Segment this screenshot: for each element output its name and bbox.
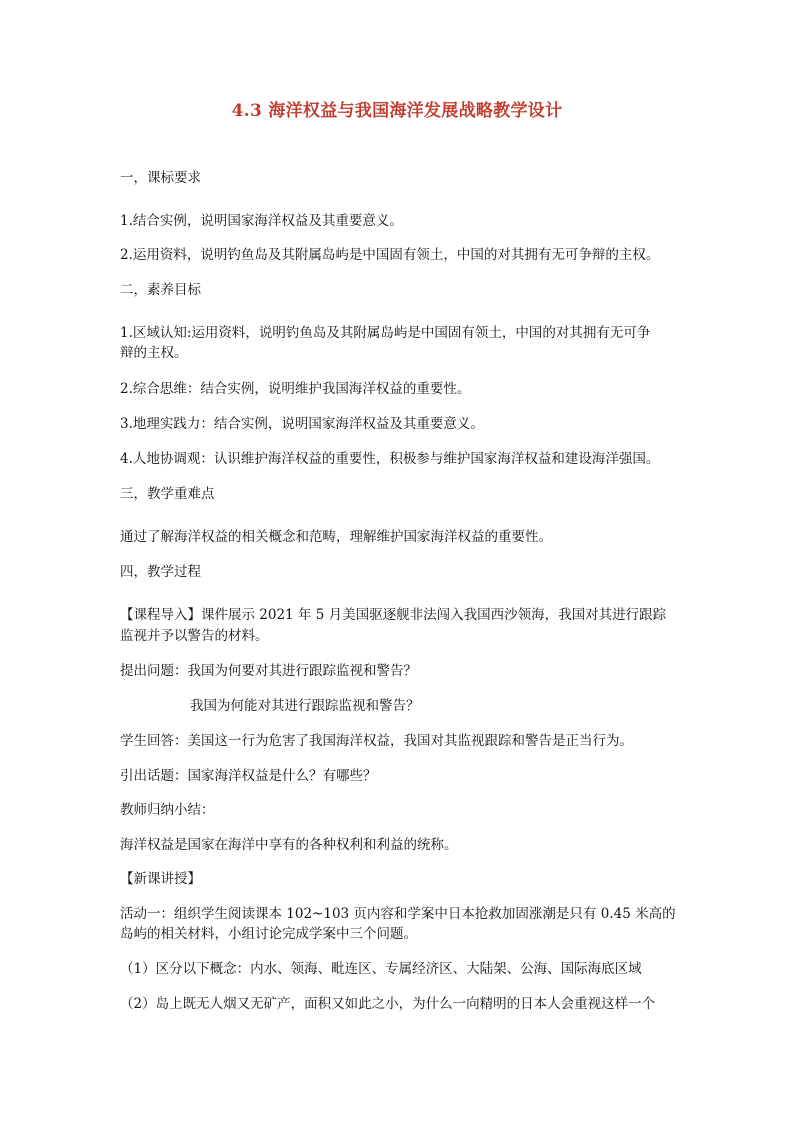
document-title: 4.3 海洋权益与我国海洋发展战略教学设计 xyxy=(231,101,563,121)
section-heading-2: 二，素养目标 xyxy=(120,282,201,298)
paragraph: 3.地理实践力：结合实例，说明国家海洋权益及其重要意义。 xyxy=(120,416,484,432)
paragraph: 学生回答：美国这一行为危害了我国海洋权益，我国对其监视跟踪和警告是正当行为。 xyxy=(120,733,633,749)
paragraph: 【课程导入】课件展示 2021 年 5 月美国驱逐舰非法闯入我国西沙领海，我国对其进行跟踪 xyxy=(120,607,667,623)
paragraph: 教师归纳小结： xyxy=(120,802,215,818)
paragraph: 引出话题：国家海洋权益是什么？有哪些？ xyxy=(120,768,377,784)
section-heading-5: 【新课讲授】 xyxy=(120,871,201,887)
section-heading-4: 四，教学过程 xyxy=(120,564,201,580)
paragraph-continued: 岛屿的相关材料，小组讨论完成学案中三个问题。 xyxy=(120,926,417,942)
section-heading-3: 三，教学重难点 xyxy=(120,486,215,502)
paragraph-continued: 监视并予以警告的材料。 xyxy=(120,628,269,644)
paragraph: 海洋权益是国家在海洋中享有的各种权利和利益的统称。 xyxy=(120,837,458,853)
paragraph: 1.结合实例，说明国家海洋权益及其重要意义。 xyxy=(120,213,403,229)
paragraph: 活动一：组织学生阅读课本 102~103 页内容和学案中日本抢救加固涨潮是只有 0.45 米高的 xyxy=(120,906,676,922)
list-item: （1）区分以下概念：内水、领海、毗连区、专属经济区、大陆架、公海、国际海底区域 xyxy=(120,961,642,977)
paragraph: 4.人地协调观：认识维护海洋权益的重要性，积极参与维护国家海洋权益和建设海洋强国。 xyxy=(120,451,660,467)
paragraph: 提出问题：我国为何要对其进行跟踪监视和警告？ xyxy=(120,663,417,679)
paragraph: 通过了解海洋权益的相关概念和范畴，理解维护国家海洋权益的重要性。 xyxy=(120,529,552,545)
paragraph-continued: 辩的主权。 xyxy=(120,345,188,361)
paragraph: 1.区域认知:运用资料，说明钓鱼岛及其附属岛屿是中国固有领土，中国的对其拥有无可争 xyxy=(120,325,651,341)
paragraph-indented: 我国为何能对其进行跟踪监视和警告？ xyxy=(190,698,420,714)
paragraph: 2.运用资料，说明钓鱼岛及其附属岛屿是中国固有领土，中国的对其拥有无可争辩的主权。 xyxy=(120,247,660,263)
paragraph: 2.综合思维：结合实例，说明维护我国海洋权益的重要性。 xyxy=(120,381,471,397)
list-item: （2）岛上既无人烟又无矿产，面积又如此之小，为什么一向精明的日本人会重视这样一个 xyxy=(120,996,656,1012)
section-heading-1: 一，课标要求 xyxy=(120,170,201,186)
